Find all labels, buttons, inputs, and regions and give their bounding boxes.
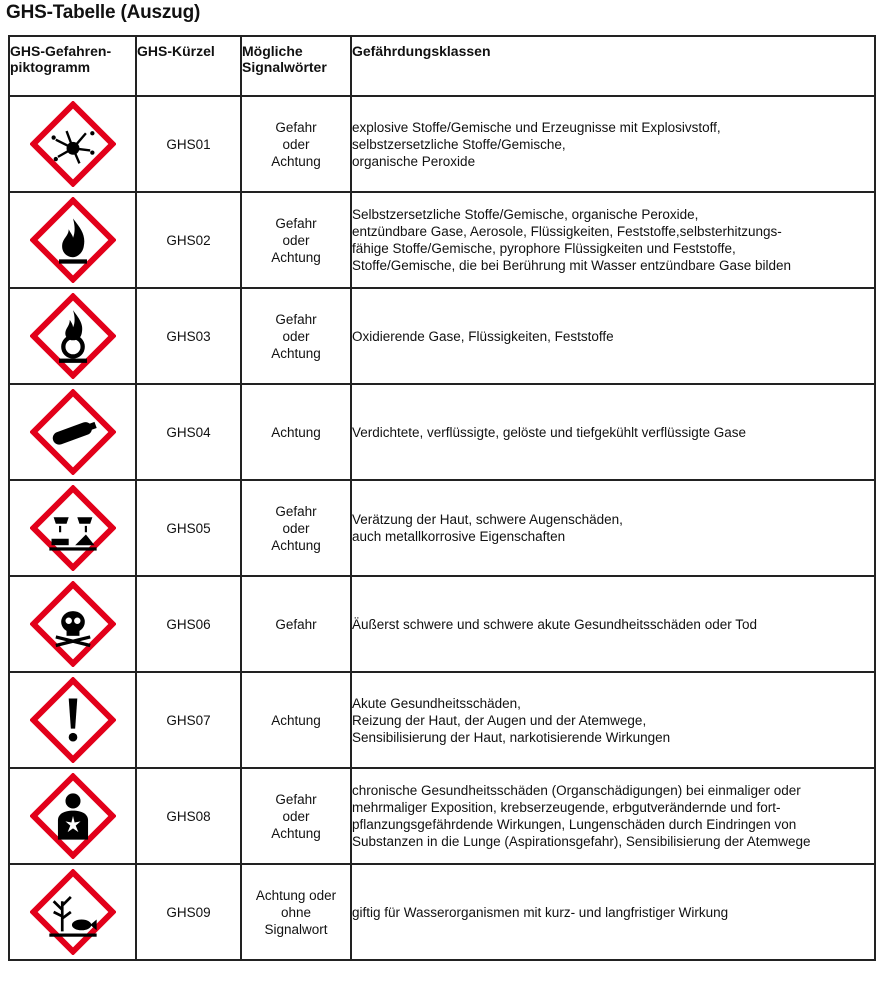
hazard-classes-cell bbox=[351, 672, 875, 768]
hazard-class-line: Sensibilisierung der Haut, narkotisierende Wirkungen bbox=[352, 729, 671, 745]
table-row bbox=[9, 768, 875, 864]
hazard-class-line: Substanzen in die Lunge (Aspirationsgefahr), Sensibilisierung der Atemwege bbox=[352, 834, 811, 849]
signal-words-cell bbox=[241, 864, 351, 960]
signal-word: Gefahr bbox=[275, 503, 317, 519]
hazard-class-line: Reizung der Haut, der Augen und der Atemwege, bbox=[352, 712, 647, 728]
hazard-class-line: mehrmaliger Exposition, krebserzeugende, erbgutverändernde und fort- bbox=[352, 800, 781, 815]
page-title: GHS-Tabelle (Auszug) bbox=[6, 2, 201, 23]
header-pictogram-line: piktogramm bbox=[10, 59, 91, 75]
hazard-class-line: auch metallkorrosive Eigenschaften bbox=[352, 529, 566, 544]
header-signal-line: Mögliche bbox=[242, 43, 303, 59]
header-code: GHS-Kürzel bbox=[136, 36, 241, 96]
ghs-code: GHS02 bbox=[136, 192, 241, 288]
hazard-class-line: giftig für Wasserorganismen mit kurz- und langfristiger Wirkung bbox=[352, 904, 729, 920]
ghs-code: GHS05 bbox=[136, 480, 241, 576]
table-row bbox=[9, 576, 875, 672]
header-pictogram bbox=[9, 36, 136, 96]
signal-word: Gefahr bbox=[275, 791, 317, 807]
signal-word: oder bbox=[282, 808, 310, 824]
table-row bbox=[9, 96, 875, 192]
pictogram-cell bbox=[9, 192, 136, 288]
hazard-class-line: fähige Stoffe/Gemische, pyrophore Flüssigkeiten und Feststoffe, bbox=[352, 241, 736, 256]
signal-word: oder bbox=[282, 232, 310, 248]
gas-cylinder-icon bbox=[30, 389, 116, 475]
table-row bbox=[9, 288, 875, 384]
hazard-class-line: Oxidierende Gase, Flüssigkeiten, Feststoffe bbox=[352, 328, 614, 344]
signal-word: Gefahr bbox=[275, 215, 317, 231]
pictogram-cell bbox=[9, 576, 136, 672]
health-hazard-icon bbox=[30, 773, 116, 859]
signal-word: Gefahr bbox=[275, 119, 317, 135]
pictogram-cell bbox=[9, 96, 136, 192]
skull-crossbones-icon bbox=[30, 581, 116, 667]
signal-word: ohne bbox=[280, 904, 312, 920]
header-classes: Gefährdungsklassen bbox=[351, 36, 875, 96]
exploding-bomb-icon bbox=[30, 101, 116, 187]
ghs-table bbox=[8, 35, 876, 961]
hazard-class-line: organische Peroxide bbox=[352, 153, 476, 169]
hazard-classes-cell bbox=[351, 768, 875, 864]
corrosion-icon bbox=[30, 485, 116, 571]
signal-word: oder bbox=[282, 328, 310, 344]
table-row bbox=[9, 672, 875, 768]
signal-word: Achtung bbox=[271, 345, 321, 361]
signal-word: oder bbox=[282, 136, 310, 152]
hazard-class-line: entzündbare Gase, Aerosole, Flüssigkeiten, Feststoffe,selbsterhitzungs- bbox=[352, 224, 782, 239]
flame-icon bbox=[30, 197, 116, 283]
signal-word: Achtung bbox=[271, 249, 321, 265]
header-signal bbox=[241, 36, 351, 96]
pictogram-cell bbox=[9, 288, 136, 384]
ghs-code: GHS03 bbox=[136, 288, 241, 384]
ghs-code: GHS07 bbox=[136, 672, 241, 768]
header-row bbox=[9, 36, 875, 96]
header-signal-line: Signalwörter bbox=[242, 59, 327, 75]
hazard-class-line: Verätzung der Haut, schwere Augenschäden, bbox=[352, 512, 623, 527]
hazard-classes-cell bbox=[351, 192, 875, 288]
hazard-class-line: chronische Gesundheitsschäden (Organschädigungen) bei einmaliger oder bbox=[352, 783, 801, 798]
pictogram-cell bbox=[9, 384, 136, 480]
signal-word: Achtung bbox=[271, 712, 321, 728]
signal-word: Achtung bbox=[271, 424, 321, 440]
ghs-code: GHS01 bbox=[136, 96, 241, 192]
signal-word: Gefahr bbox=[275, 616, 317, 632]
signal-words-cell bbox=[241, 192, 351, 288]
header-pictogram-line: GHS-Gefahren- bbox=[10, 43, 112, 59]
signal-word: Achtung bbox=[271, 537, 321, 553]
signal-words-cell bbox=[241, 96, 351, 192]
exclamation-mark-icon bbox=[30, 677, 116, 763]
hazard-classes-cell bbox=[351, 384, 875, 480]
pictogram-cell bbox=[9, 768, 136, 864]
hazard-class-line: Verdichtete, verflüssigte, gelöste und tiefgekühlt verflüssigte Gase bbox=[352, 424, 746, 440]
hazard-class-line: pflanzungsgefährdende Wirkungen, Lungenschäden durch Eindringen von bbox=[352, 817, 797, 832]
pictogram-cell bbox=[9, 672, 136, 768]
hazard-class-line: Akute Gesundheitsschäden, bbox=[352, 695, 521, 711]
signal-word: Signalwort bbox=[264, 921, 328, 937]
pictogram-cell bbox=[9, 864, 136, 960]
signal-words-cell bbox=[241, 576, 351, 672]
table-body bbox=[9, 96, 875, 960]
signal-words-cell bbox=[241, 288, 351, 384]
hazard-classes-cell bbox=[351, 96, 875, 192]
hazard-classes-cell bbox=[351, 480, 875, 576]
hazard-class-line: explosive Stoffe/Gemische und Erzeugnisse mit Explosivstoff, bbox=[352, 119, 721, 135]
signal-words-cell bbox=[241, 480, 351, 576]
ghs-code: GHS04 bbox=[136, 384, 241, 480]
signal-words-cell bbox=[241, 384, 351, 480]
signal-word: Achtung bbox=[271, 825, 321, 841]
table-row bbox=[9, 192, 875, 288]
hazard-class-line: Äußerst schwere und schwere akute Gesundheitsschäden oder Tod bbox=[352, 616, 757, 632]
hazard-class-line: Stoffe/Gemische, die bei Berührung mit Wasser entzündbare Gase bilden bbox=[352, 258, 791, 273]
ghs-code: GHS08 bbox=[136, 768, 241, 864]
hazard-class-line: selbstzersetzliche Stoffe/Gemische, bbox=[352, 136, 566, 152]
hazard-class-line: Selbstzersetzliche Stoffe/Gemische, organische Peroxide, bbox=[352, 207, 699, 222]
signal-word: Achtung bbox=[271, 153, 321, 169]
hazard-classes-cell bbox=[351, 576, 875, 672]
table-row bbox=[9, 480, 875, 576]
pictogram-cell bbox=[9, 480, 136, 576]
table-row bbox=[9, 384, 875, 480]
table-row bbox=[9, 864, 875, 960]
ghs-code: GHS09 bbox=[136, 864, 241, 960]
signal-word: Achtung oder bbox=[255, 887, 337, 903]
signal-words-cell bbox=[241, 768, 351, 864]
signal-word: oder bbox=[282, 520, 310, 536]
hazard-classes-cell bbox=[351, 288, 875, 384]
ghs-code: GHS06 bbox=[136, 576, 241, 672]
hazard-classes-cell bbox=[351, 864, 875, 960]
environment-icon bbox=[30, 869, 116, 955]
signal-words-cell bbox=[241, 672, 351, 768]
signal-word: Gefahr bbox=[275, 311, 317, 327]
flame-over-circle-icon bbox=[30, 293, 116, 379]
